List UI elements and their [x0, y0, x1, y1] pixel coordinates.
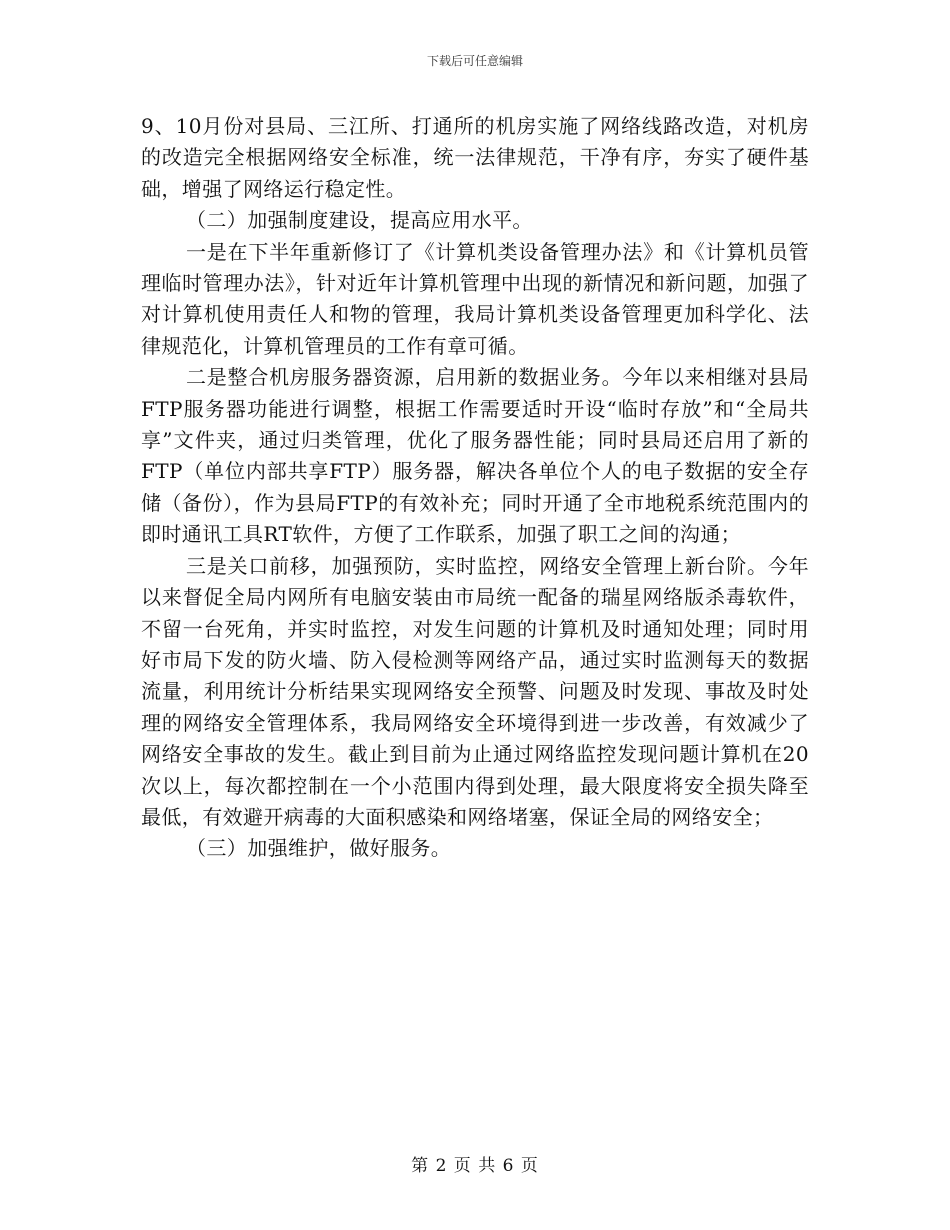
paragraph-point-three: 三是关口前移，加强预防，实时监控，网络安全管理上新台阶。今年以来督促全局内网所有电脑安装由市局统一配备的瑞星网络版杀毒软件，不留一台死角，并实时监控，对发生问题的计算机及时通知处理；同时用好市局下发的防火墙、防入侵检测等网络产品，通过实时监测每天的数据流量，利用统计分析结果实现网络安全预警、问题及时发现、事故及时处理的网络安全管理体系，我局网络安全环境得到进一步改善，有效减少了网络安全事故的发生。截止到目前为止通过网络监控发现问题计算机在20次以上，每次都控制在一个小范围内得到处理，最大限度将安全损失降至最低，有效避开病毒的大面积感染和网络堵塞，保证全局的网络安全； — [141, 553, 809, 829]
section-heading-two: （二）加强制度建设，提高应用水平。 — [186, 208, 533, 233]
paragraph-continuation: 9、10月份对县局、三江所、打通所的机房实施了网络线路改造，对机房的改造完全根据网络安全标准，统一法律规范，干净有序，夯实了硬件基础，增强了网络运行稳定性。 — [141, 114, 809, 201]
paragraph-point-two: 二是整合机房服务器资源，启用新的数据业务。今年以来相继对县局FTP服务器功能进行调整，根据工作需要适时开设“临时存放”和“全局共享”文件夹，通过归类管理，优化了服务器性能；同时县局还启用了新的FTP（单位内部共享FTP）服务器，解决各单位个人的电子数据的安全存储（备份），作为县局FTP的有效补充；同时开通了全市地税系统范围内的即时通讯工具RT软件，方便了工作联系，加强了职工之间的沟通； — [141, 365, 809, 547]
page-number: 第 2 页 共 6 页 — [411, 1156, 539, 1176]
document-body — [141, 111, 809, 865]
page-header-note: 下载后可任意编辑 — [426, 54, 523, 68]
paragraph-point-one: 一是在下半年重新修订了《计算机类设备管理办法》和《计算机员管理临时管理办法》，针对近年计算机管理中出现的新情况和新问题，加强了对计算机使用责任人和物的管理，我局计算机类设备管理更加科学化、法律规范化，计算机管理员的工作有章可循。 — [141, 239, 809, 358]
section-heading-three: （三）加强维护，做好服务。 — [186, 836, 452, 861]
